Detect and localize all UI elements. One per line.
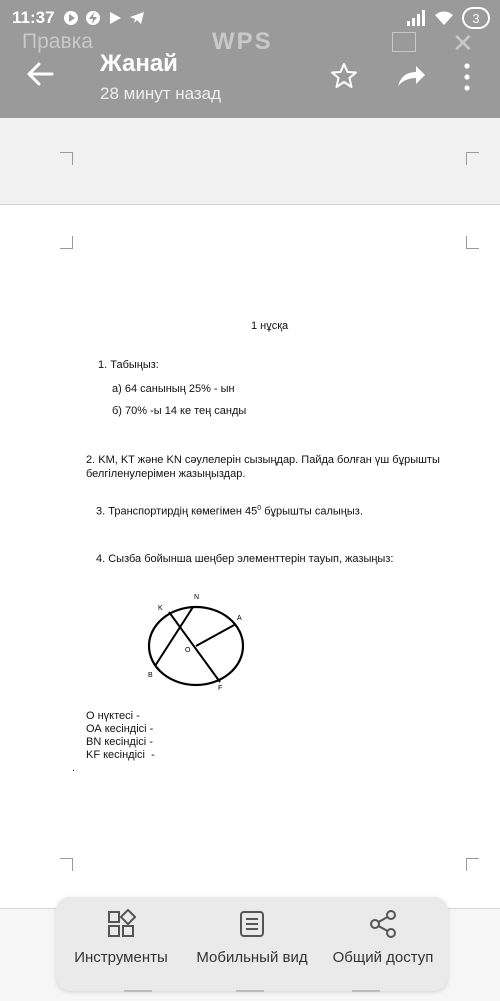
share-access-button[interactable] — [318, 897, 448, 991]
question-2: 2. KM, KT және KN сәулелерін сызыңдар. Пайда болған үш бұрышты белгіленулерімен жазыңыздар. — [86, 454, 440, 480]
variant-heading: 1 нұсқа — [251, 320, 289, 332]
app-header — [0, 28, 500, 118]
app-logo-text: WPS — [212, 28, 273, 55]
label-b: B — [148, 672, 153, 679]
chord-kf — [169, 612, 220, 682]
share-icon[interactable] — [396, 62, 426, 90]
wifi-icon — [434, 10, 454, 26]
question-1: 1. Табыңыз: — [98, 359, 159, 371]
status-system-icons — [406, 7, 490, 29]
answer-line: О нүктесі - — [86, 710, 140, 722]
share-access-label: Общий доступ — [332, 949, 434, 966]
toolbar-card — [56, 897, 448, 991]
document-lines-icon — [237, 909, 267, 939]
answers-block — [86, 710, 155, 762]
star-icon[interactable] — [330, 62, 358, 90]
apps-grid-icon — [106, 909, 136, 939]
question-1b: б) 70% -ы 14 ке тең санды — [112, 405, 247, 417]
answer-line: ОА кесіндісі - — [86, 723, 154, 735]
nav-hint-bar — [352, 990, 380, 992]
question-3 — [96, 505, 363, 518]
page-count-icon — [392, 32, 416, 52]
question-3-text: 3. Транспортирдің көмегімен 45 — [96, 505, 258, 518]
mobile-view-button[interactable] — [187, 897, 317, 991]
telegram-icon — [129, 10, 145, 26]
record-icon — [63, 10, 79, 26]
answer-line: BN кесіндісі - — [86, 736, 153, 748]
status-notification-icons — [63, 10, 145, 26]
label-n: N — [194, 594, 200, 601]
radius-oa — [196, 624, 236, 646]
answer-line: KF кесіндісі - — [86, 749, 155, 761]
page-corner-mark — [60, 236, 73, 249]
nav-hint-bar — [124, 990, 152, 992]
page-corner-mark — [466, 152, 479, 165]
document-title: Жанай — [100, 50, 178, 77]
mobile-view-label: Мобильный вид — [196, 949, 308, 966]
page-corner-mark — [60, 152, 73, 165]
document-modified-time: 28 минут назад — [100, 84, 222, 103]
tools-button[interactable] — [56, 897, 186, 991]
page-break-line — [0, 204, 500, 205]
nav-hint-bar — [236, 990, 264, 992]
more-vert-icon[interactable] — [462, 62, 472, 92]
battery-badge: 3 — [462, 7, 490, 29]
label-a: A — [237, 615, 242, 622]
menu-label-behind: Правка — [22, 30, 93, 53]
page-corner-mark — [466, 236, 479, 249]
play-store-icon — [107, 10, 123, 26]
label-k: K — [158, 605, 163, 612]
tools-label: Инструменты — [74, 949, 168, 966]
bottom-toolbar — [0, 908, 500, 1001]
circle-diagram — [140, 590, 260, 700]
question-1a: а) 64 санының 25% - ын — [112, 383, 235, 395]
status-time: 11:37 — [12, 8, 55, 27]
page-corner-mark — [60, 858, 73, 871]
trailing-dot: . — [72, 762, 76, 774]
share-nodes-icon — [368, 909, 398, 939]
label-f: F — [218, 685, 223, 692]
question-4: 4. Сызба бойынша шеңбер элементтерін тауып, жазыңыз: — [96, 553, 394, 565]
signal-icon — [406, 10, 426, 26]
bolt-icon — [85, 10, 101, 26]
label-o: O — [185, 647, 191, 654]
back-arrow-icon[interactable] — [24, 58, 56, 90]
degree-sup: 0 — [257, 505, 262, 512]
question-3-text-end: бұрышты салыңыз. — [261, 505, 363, 518]
page-corner-mark — [466, 858, 479, 871]
page-top-margin — [0, 118, 500, 204]
close-icon: ✕ — [452, 28, 474, 58]
